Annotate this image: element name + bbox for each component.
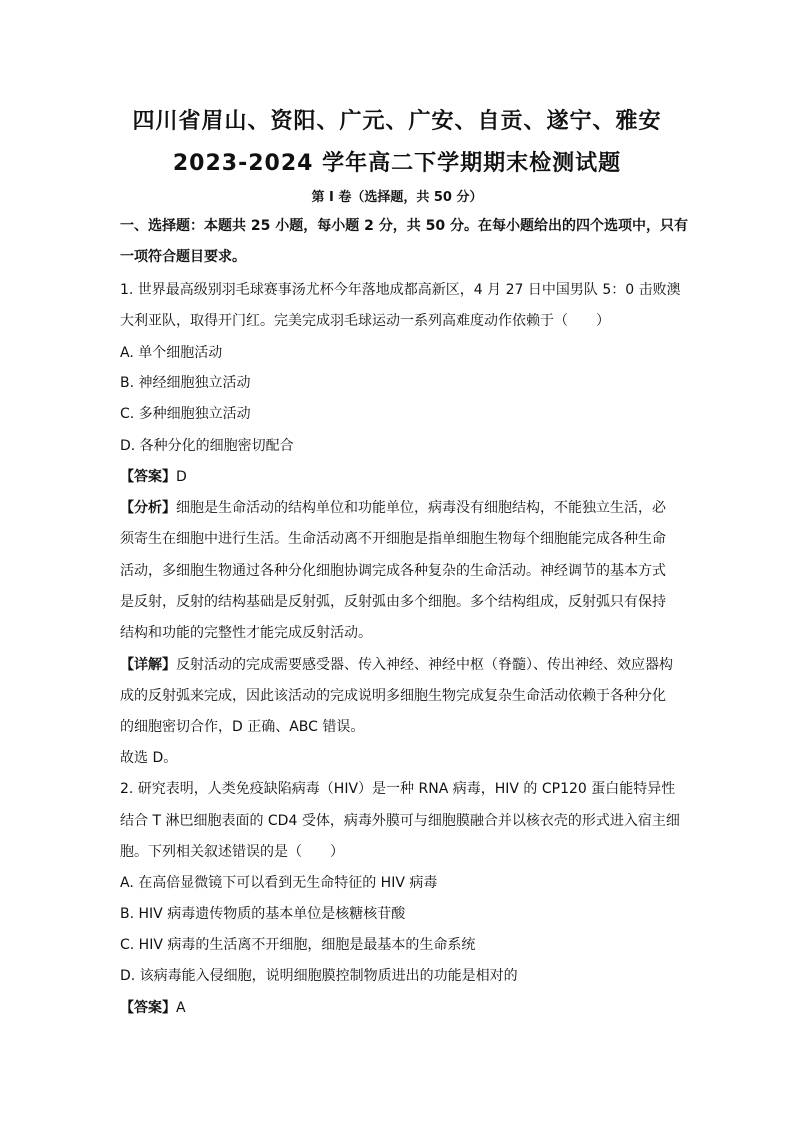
answer-tag: 【答案】	[120, 1000, 176, 1016]
answer-tag: 【答案】	[120, 469, 176, 485]
q2-stem-line3: 胞。下列相关叙述错误的是（ ）	[120, 844, 344, 860]
answer-value: D	[176, 469, 187, 485]
instructions-line1: 一、选择题：本题共 25 小题，每小题 2 分，共 50 分。在每小题给出的四个选项中，只有	[120, 218, 688, 234]
instructions-line2: 一项符合题目要求。	[120, 249, 246, 265]
q1-conclusion: 故选 D。	[120, 750, 178, 766]
q2-option-d: D. 该病毒能入侵细胞，说明细胞膜控制物质进出的功能是相对的	[120, 968, 518, 984]
q1-detail-line2: 成的反射弧来完成，因此该活动的完成说明多细胞生物完成复杂生命活动依赖于各种分化	[120, 688, 666, 704]
q1-detail-line3: 的细胞密切合作，D 正确、ABC 错误。	[120, 719, 365, 735]
q1-analysis-line2: 须寄生在细胞中进行生活。生命活动离不开细胞是指单细胞生物每个细胞能完成各种生命	[120, 531, 666, 547]
analysis-text: 细胞是生命活动的结构单位和功能单位，病毒没有细胞结构，不能独立生活，必	[176, 500, 666, 516]
q2-stem-line2: 结合 T 淋巴细胞表面的 CD4 受体，病毒外膜可与细胞膜融合并以核衣壳的形式进入宿主细	[120, 813, 680, 829]
q1-stem-line2: 大利亚队，取得开门红。完美完成羽毛球运动一系列高难度动作依赖于（ ）	[120, 313, 610, 329]
exam-title-line2: 2023-2024 学年高二下学期期末检测试题	[172, 151, 622, 176]
q1-stem-line1: 1. 世界最高级别羽毛球赛事汤尤杯今年落地成都高新区，4 月 27 日中国男队 5：0 击败澳	[120, 282, 681, 298]
q2-stem-line1: 2. 研究表明，人类免疫缺陷病毒（HIV）是一种 RNA 病毒，HIV 的 CP120 蛋白能特异性	[120, 781, 676, 797]
q1-analysis-line1	[120, 499, 680, 517]
section-heading: 第 I 卷（选择题，共 50 分）	[311, 190, 483, 205]
q2-option-c: C. HIV 病毒的生活离不开细胞，细胞是最基本的生命系统	[120, 937, 476, 953]
q1-option-a: A. 单个细胞活动	[120, 345, 223, 361]
q1-analysis-line5: 结构和功能的完整性才能完成反射活动。	[120, 625, 372, 641]
exam-title-line1: 四川省眉山、资阳、广元、广安、自贡、遂宁、雅安	[132, 109, 662, 134]
q2-option-b: B. HIV 病毒遗传物质的基本单位是核糖核苷酸	[120, 906, 406, 922]
detail-tag: 【详解】	[120, 657, 176, 673]
q1-option-c: C. 多种细胞独立活动	[120, 406, 251, 422]
q1-analysis-line3: 活动，多细胞生物通过各种分化细胞协调完成各种复杂的生命活动。神经调节的基本方式	[120, 563, 666, 579]
q1-analysis-line4: 是反射，反射的结构基础是反射弧，反射弧由多个细胞。多个结构组成，反射弧只有保持	[120, 594, 666, 610]
q1-answer	[120, 468, 680, 486]
detail-text: 反射活动的完成需要感受器、传入神经、神经中枢（脊髓）、传出神经、效应器构	[176, 657, 673, 673]
q1-option-b: B. 神经细胞独立活动	[120, 375, 251, 391]
analysis-tag: 【分析】	[120, 500, 176, 516]
q1-detail-line1	[120, 656, 680, 674]
answer-value: A	[176, 1000, 186, 1016]
q2-answer	[120, 999, 680, 1017]
q1-option-d: D. 各种分化的细胞密切配合	[120, 438, 294, 454]
q2-option-a: A. 在高倍显微镜下可以看到无生命特征的 HIV 病毒	[120, 875, 438, 891]
